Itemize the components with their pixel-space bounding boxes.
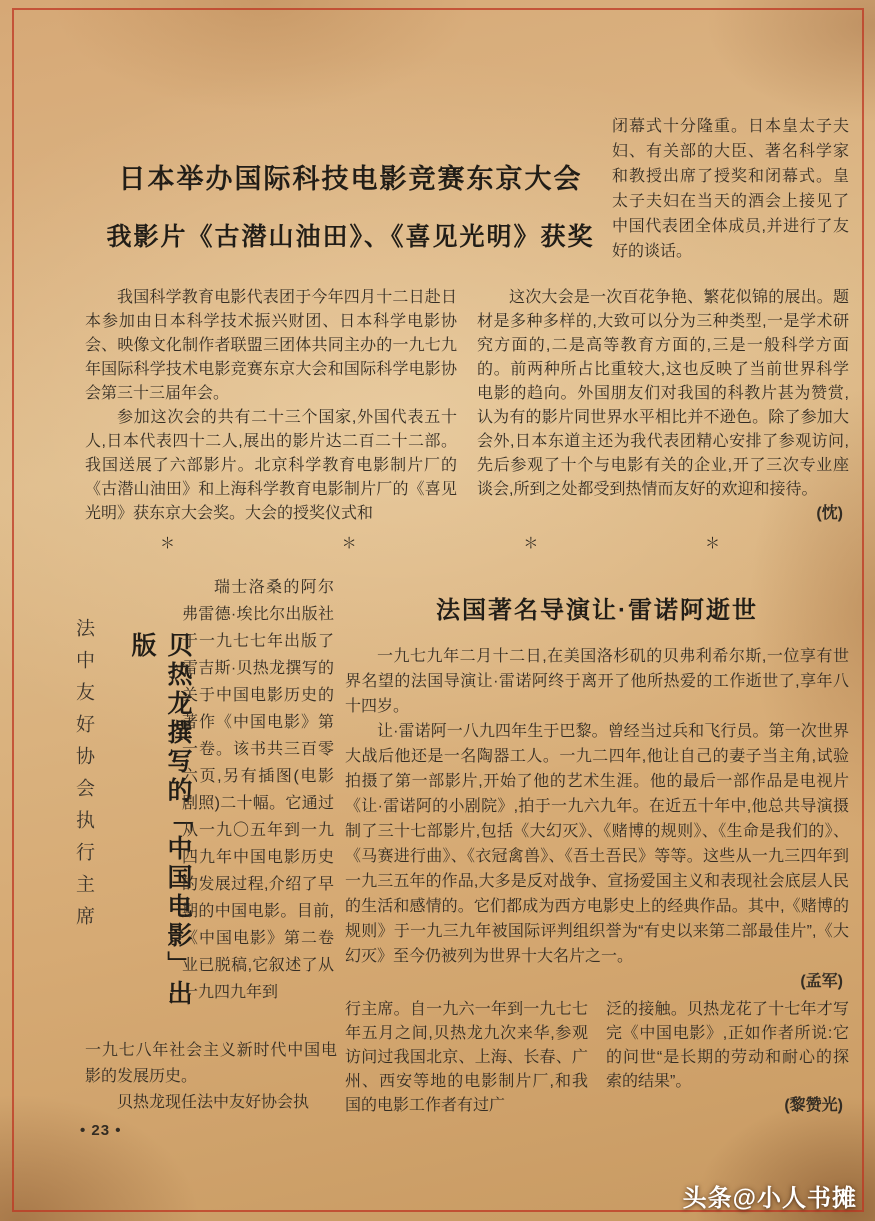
paragraph: 我国科学教育电影代表团于今年四月十二日赴日本参加由日本科学技术振兴财团、日本科学电影协会、映像文化制作者联盟三团体共同主办的一九七九年国际科学技术电影竞赛东京大会和国际科学电影协会第三十三届年会。 <box>85 289 457 402</box>
article-renoir-headline: 法国著名导演让·雷诺阿逝世 <box>436 597 758 624</box>
article-bergeron-vertical-headline: 贝热龙撰写的「中国电影」出版 <box>128 632 192 1009</box>
article-bergeron-narrow-column <box>182 574 334 1006</box>
bottom-left-column <box>345 998 588 1118</box>
paragraph: 一九七八年社会主义新时代中国电影的发展历史。 <box>85 1042 337 1085</box>
paragraph: 贝热龙现任法中友好协会执 <box>117 1094 310 1111</box>
star-icon: ＊ <box>704 535 720 552</box>
section-separator <box>160 532 720 553</box>
paragraph: 一九七九年二月十二日,在美国洛杉矶的贝弗利希尔斯,一位享有世界名望的法国导演让·雷诺阿终于离开了他所热爱的工作逝世了,享年八十四岁。 <box>345 648 849 715</box>
article-tokyo-continuation-column <box>612 114 849 264</box>
article-tokyo-left-column <box>85 286 457 526</box>
paragraph: 让·雷诺阿一八九四年生于巴黎。曾经当过兵和飞行员。第一次世界大战后他还是一名陶器工人。一九二四年,他让自己的妻子当主角,试验拍摄了第一部影片,开始了他的艺术生涯。他的最后一部作品是电视片《让·雷诺阿的小剧院》,拍于一九六九年。在近五十年中,他总共导演摄制了三十七部影片,包括《大幻灭》、《赌博的规则》、《生命是我们的》、《马赛进行曲》、《衣冠禽兽》、《吾土吾民》等等。这些从一九三四年到一九三五年的作品,大多是反对战争、宣扬爱国主义和表现社会底层人民的生活和感情的。它们都成为西方电影史上的经典作品。其中,《赌博的规则》于一九三九年被国际评判组织誉为“有史以来第二部最佳片”,《大幻灭》至今仍被列为世界十大名片之一。 <box>345 723 849 965</box>
article-renoir-body <box>345 644 849 994</box>
paragraph: 这次大会是一次百花争艳、繁花似锦的展出。题材是多种多样的,大致可以分为三种类型,一是学术研究方面的,二是高等教育方面的,三是一般科学方面的。前两种所占比重较大,这也反映了当前世界科学电影的趋向。外国朋友们对我国的科教片甚为赞赏,认为有的影片同世界水平相比并不逊色。除了参加大会外,日本东道主还为我代表团精心安排了参观访问,先后参观了十个与电影有关的企业,开了三次专业座谈会,所到之处都受到热情而友好的欢迎和接待。 <box>477 289 849 498</box>
page-number: • 23 • <box>80 1122 122 1139</box>
article-bergeron-continuation <box>85 1038 337 1116</box>
paragraph: 闭幕式十分隆重。日本皇太子夫妇、有关部的大臣、著名科学家和教授出席了授奖和闭幕式。皇太子夫妇在当天的酒会上接见了中国代表团全体成员,并进行了友好的谈话。 <box>612 118 849 260</box>
bottom-right-column <box>606 998 849 1118</box>
article-tokyo-headline <box>88 150 613 266</box>
byline: (黎赞光) <box>784 1097 843 1114</box>
article-bergeron-bottom-columns <box>345 998 849 1118</box>
paragraph: 泛的接触。贝热龙花了十七年才写完《中国电影》,正如作者所说:它的问世“是长期的劳动和耐心的探索的结果”。 <box>606 1001 849 1090</box>
star-icon: ＊ <box>523 535 539 552</box>
article-tokyo-body <box>85 286 849 526</box>
star-icon: ＊ <box>160 535 176 552</box>
paragraph: 行主席。自一九六一年到一九七七年五月之间,贝热龙九次来华,参观访问过我国北京、上海、长春、广州、西安等地的电影制片厂,和我国的电影工作者有过广 <box>345 1001 588 1114</box>
star-icon: ＊ <box>341 535 357 552</box>
headline-line-1: 日本举办国际科技电影竞赛东京大会 <box>118 164 583 194</box>
paragraph: 参加这次会的共有二十三个国家,外国代表五十人,日本代表四十二人,展出的影片达二百二十二部。我国送展了六部影片。北京科学教育电影制片厂的《古潜山油田》和上海科学教育电影制片厂的《喜见光明》获东京大会奖。大会的授奖仪式和 <box>85 409 457 522</box>
watermark-logo: 头条@小人书摊 <box>682 1185 857 1212</box>
article-bergeron-side-label: 法中友好协会执行主席 <box>73 618 94 938</box>
headline-line-2: 我影片《古潜山油田》、《喜见光明》获奖 <box>106 223 595 251</box>
byline: (忱) <box>816 505 843 522</box>
article-tokyo-right-column <box>477 286 849 526</box>
paragraph: 瑞士洛桑的阿尔弗雷德·埃比尔出版社于一九七七年出版了雷吉斯·贝热龙撰写的关于中国电影历史的著作《中国电影》第一卷。该书共三百零六页,另有插图(电影剧照)二十幅。它通过从一九〇五年到一九四九年中国电影历史的发展过程,介绍了早期的中国电影。目前,《中国电影》第二卷业已脱稿,它叙述了从一九四九年到 <box>182 579 334 1001</box>
byline: (孟军) <box>800 973 843 990</box>
